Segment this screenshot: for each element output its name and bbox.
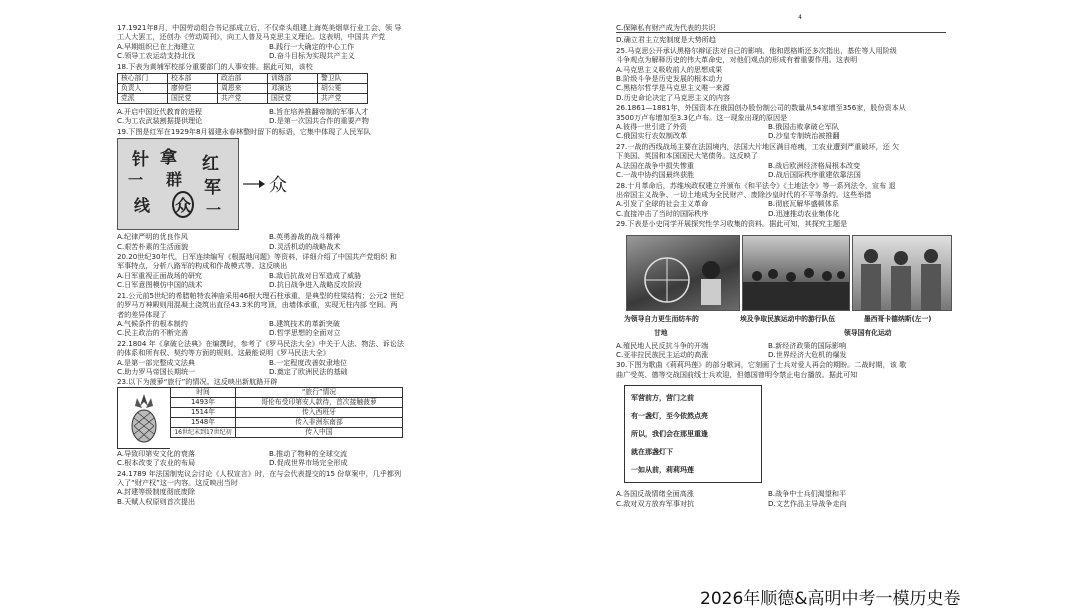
exam-title-footer: 2026年顺德&高明中考一模历史卷: [700, 589, 961, 609]
question-23: 23.以下为菠萝“旅行”的情况。这反映出新航路开辟 时间 “旅行”情况 1493年 哥伦布受印第安人款待，首次接触菠萝 1514年 传入西班牙 1548年 传入非洲东南部 16世纪末到17世纪初 传入中国 A.导致印第安文化的衰落 B.推动了物种的全球交流 C.根本改变了农业的布局 D.促成世界市场完全形成: [117, 377, 455, 467]
arrow-right-icon: [243, 179, 265, 189]
question-18: 18.下表为黄埔军校部分重要部门的人事安排。据此可知，该校 核心部门 校本部 政治部 训练部 警卫队 负责人 廖仲恺 周恩来 邓演达 胡公冕 党派 国民党 共产党 国民党 共产党 A.开启中国近代教育的进程 B.旨在培养推翻帝制的军事人才 C.为工农武装割据提供理论 D.是第一次国共合作的重要产物: [117, 61, 369, 126]
gandhi-spinning-photo: [626, 235, 740, 311]
spinning-wheel-icon: [627, 236, 739, 310]
divider: [616, 32, 946, 33]
zhong-character: 众: [269, 175, 287, 197]
lili-marleen-lyrics-box: 军营前方，营门之前 有一盏灯，至今依然点亮 所以，我们会在那里重逢 就在那盏灯下 一如从前，莉莉玛莲: [624, 385, 762, 483]
red-army-slogan-image: 针 拿 红 一 群 军 线 众 一: [117, 138, 239, 230]
question-24-continued: C.保障私有财产成为代表的共识 D.确立君主立宪制度是大势所趋: [616, 23, 954, 45]
question-27: 27.一战的西线战场主要在法国境内，法国大片地区满目疮痍，工农业遭到严重破坏，还 欠 下美国、英国和本国国民大笔债务。这反映了 A.法国在战争中损失惨重 B.战后欧洲经济格局根本改变 C.一战中协约国最终获胜 D.战后国际秩序重建依靠法国: [616, 141, 900, 180]
crowd-icon: [743, 236, 849, 310]
page-mark: 4: [798, 14, 802, 21]
question-28: 28.十月革命后，苏维埃政权建立并颁布《和平法令》《土地法令》等一系列法令，宣布 退 出帝国主义战争、一切土地成为全民财产、废除沙皇时代的不平等条约。这些举措 A.引发了全球的社会主义革命 B.彻底瓦解华盛顿体系 C.直接冲击了当时的国际秩序 D.迅速推动农业集体化: [616, 180, 896, 218]
left-page: [113, 14, 463, 608]
pineapple-table: 时间 “旅行”情况 1493年 哥伦布受印第安人款待，首次接触菠萝 1514年 传入西班牙 1548年 传入非洲东南部 16世纪末到17世纪初 传入中国: [170, 387, 403, 438]
pineapple-image: [117, 387, 170, 449]
question-22: 22.1804 年《拿破仑法典》在编撰时，参考了《罗马民法大全》中关于人法、物法、诉讼法 的体系和所有权、契约等方面的规则。这最能说明《罗马民法大全》 A.是第一部完整成文法典 B.一定程度改善奴隶地位 C.助力罗马帝国长期统一 D.奠定了欧洲民法的基础: [117, 338, 404, 376]
question-21: 21.公元前5世纪的希腊帕特农神庙采用46根大理石柱承重，是典型的柱梁结构；公元2 世纪 的罗马万神殿则用混凝土浇筑出直径43.3米的穹顶，由墙体承重，实现无柱内部 空间。两 者的差异体现了 A.气候条件的根本制约 B.建筑技术的革新突破 C.民主政治的不断完善 D.哲学思想的全面对立: [117, 290, 404, 338]
people-icon: [853, 236, 951, 310]
cardenas-photo: [852, 235, 952, 311]
pineapple-icon: [127, 392, 161, 444]
question-20: 20.20世纪30年代，日军连续编写《根据地问题》等资料，详细介绍了中国共产党组织 和 军事特点，分析八路军的构成和作战模式等。这反映出 A.日军重视正面战场的研究 B.敌后抗战对日军造成了威胁 C.日军意图模仿中国的战术 D.抗日战争进入战略反攻阶段: [117, 252, 397, 290]
right-page: [612, 14, 962, 608]
egypt-parade-photo: [742, 235, 850, 311]
question-17: 17.1921年8月，中国劳动组合书记部成立后，不仅牵头组建上海英美烟草行业工会、领 导 工人大罢工，还创办《劳动周刊》，向工人普及马克思主义理论。这表明，中国共 产党 A.早期组织已在上海建立 B.践行一大确定的中心工作 C.领导工农运动支持北伐 D.奋斗目标为实现共产主义: [117, 23, 402, 61]
question-18-table: 核心部门 校本部 政治部 训练部 警卫队 负责人 廖仲恺 周恩来 邓演达 胡公冕 党派 国民党 共产党 国民党 共产党: [117, 73, 368, 104]
question-26: 26.1861—1881年，外国资本在俄国创办股份制公司的数量从54家增至356家，股份资本从 3500万卢布增加至3.3亿卢布。这一现象出现的原因是 A.彼得一世引进了外资 B.俄国击败拿破仑军队 C.俄国实行农奴制改革 D.沙皇专制统治被推翻: [616, 103, 906, 141]
question-24: 24.1789 年法国制宪议会讨论《人权宣言》时，在与会代表提交的15 份草案中，几乎都列 入了“财产权”这一内容。这反映出当时 A.封建等级制度彻底废除 B.天赋人权原则首次提出: [117, 468, 402, 506]
question-19: 19.下图是红军在1929年8月福建永春林整时留下的标语，它集中体现了人民军队 针 拿 红 一 群 军 线 众 一 众 A.纪律严明的优良作风 B.英勇善战的战斗精神 C.艰苦朴素的生活面貌 D.灵活机动的战略战术: [117, 126, 371, 251]
question-25: 25.马克思公开承认黑格尔辩证法对自己的影响，他和恩格斯还多次指出，基佐等人用阶级 斗争观点为解释历史的伟大革命史，对他们观点的形成有着重要作用。这表明 A.马克思主义吸收前人的思想成果 B.阶级斗争是历史发展的根本动力 C.黑格尔哲学是马克思主义唯一来源 D.历史命论决定了马克思主义的内容: [616, 45, 897, 102]
question-30: 30.下图为歌曲《莉莉玛莲》的部分歌词，它刻画了士兵对爱人再会的期盼。二战时期，该 歌 曲广受英、德等交战国前线士兵欢迎，但德国曾明令禁止电台播放。据此可知 军营前方，营门之前 有一盏灯，至今依然点亮 所以，我们会在那里重逢 就在那盏灯下 一如从前，莉莉玛莲 A.各国反战情绪全面高涨 B.战争中士兵们渴望和平 C.敌对双方放弃军事对抗 D.文艺作品主导战争走向: [616, 360, 907, 508]
question-29: 29.下表是小史同学开展探究性学习收集的资料。据此可知，其探究主题是 为领导自力更生而纺车的 埃及争取民族运动中的游行队伍 墨西哥卡德纳斯(左一) 甘地 领导国有化运动 A.殖民地人民反抗斗争的开端 B.新经济政策的国际影响 C.亚非拉民族民主运动的高涨 D.世界经济大危机的爆发: [616, 219, 954, 359]
